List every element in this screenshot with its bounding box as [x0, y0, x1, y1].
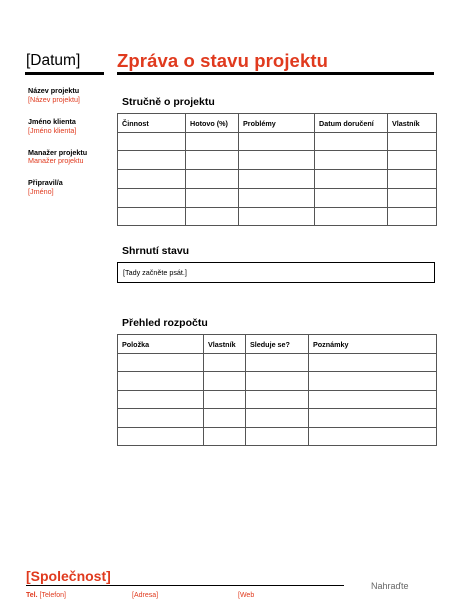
footer-address[interactable]: [Adresa]	[132, 592, 159, 599]
status-heading: Shrnutí stavu	[122, 245, 190, 257]
overview-table	[117, 113, 437, 226]
date-rule	[25, 72, 104, 75]
table-row[interactable]	[118, 372, 437, 391]
overview-col-activity: Činnost	[118, 114, 186, 133]
phone-value[interactable]: [Telefon]	[39, 592, 66, 599]
footer-phone	[26, 592, 66, 599]
sidebar-value-prepared-by[interactable]: [Jméno]	[28, 187, 54, 196]
sidebar-value-client-name[interactable]: [Jméno klienta]	[28, 126, 77, 135]
overview-header-row	[118, 114, 437, 133]
status-summary-field[interactable]: [Tady začněte psát.]	[117, 262, 435, 283]
budget-heading: Přehled rozpočtu	[122, 317, 208, 329]
overview-col-delivery-date: Datum doručení	[315, 114, 388, 133]
sidebar-label-prepared-by: Připravil/a	[28, 178, 63, 187]
sidebar-value-project-manager[interactable]: Manažer projektu	[28, 156, 84, 165]
sidebar-label-project-manager: Manažer projektu	[28, 148, 88, 157]
sidebar-value-project-name[interactable]: [Název projektu]	[28, 95, 80, 104]
budget-col-notes: Poznámky	[309, 335, 437, 354]
company-name: [Společnost]	[26, 568, 111, 584]
budget-header-row	[118, 335, 437, 354]
page-title: Zpráva o stavu projektu	[117, 50, 328, 71]
table-row[interactable]	[118, 428, 437, 446]
table-row[interactable]	[118, 354, 437, 372]
sidebar-label-project-name: Název projektu	[28, 86, 80, 95]
footer-web[interactable]: [Web	[238, 592, 255, 599]
budget-col-tracked: Sleduje se?	[246, 335, 309, 354]
table-row[interactable]	[118, 170, 437, 189]
table-row[interactable]	[118, 208, 437, 226]
date-placeholder: [Datum]	[26, 52, 81, 69]
sidebar-label-client-name: Jméno klienta	[28, 117, 76, 126]
table-row[interactable]	[118, 189, 437, 208]
table-row[interactable]	[118, 133, 437, 151]
budget-col-owner: Vlastník	[204, 335, 246, 354]
logo-placeholder[interactable]: Nahraďte	[371, 581, 409, 591]
phone-label: Tel.	[26, 592, 38, 599]
footer-rule	[26, 585, 344, 586]
budget-table	[117, 334, 437, 446]
budget-col-item: Položka	[118, 335, 204, 354]
title-rule	[117, 72, 434, 75]
table-row[interactable]	[118, 391, 437, 409]
overview-col-owner: Vlastník	[388, 114, 437, 133]
table-row[interactable]	[118, 409, 437, 428]
overview-col-issues: Problémy	[239, 114, 315, 133]
overview-heading: Stručně o projektu	[122, 96, 215, 108]
overview-col-done: Hotovo (%)	[186, 114, 239, 133]
table-row[interactable]	[118, 151, 437, 170]
